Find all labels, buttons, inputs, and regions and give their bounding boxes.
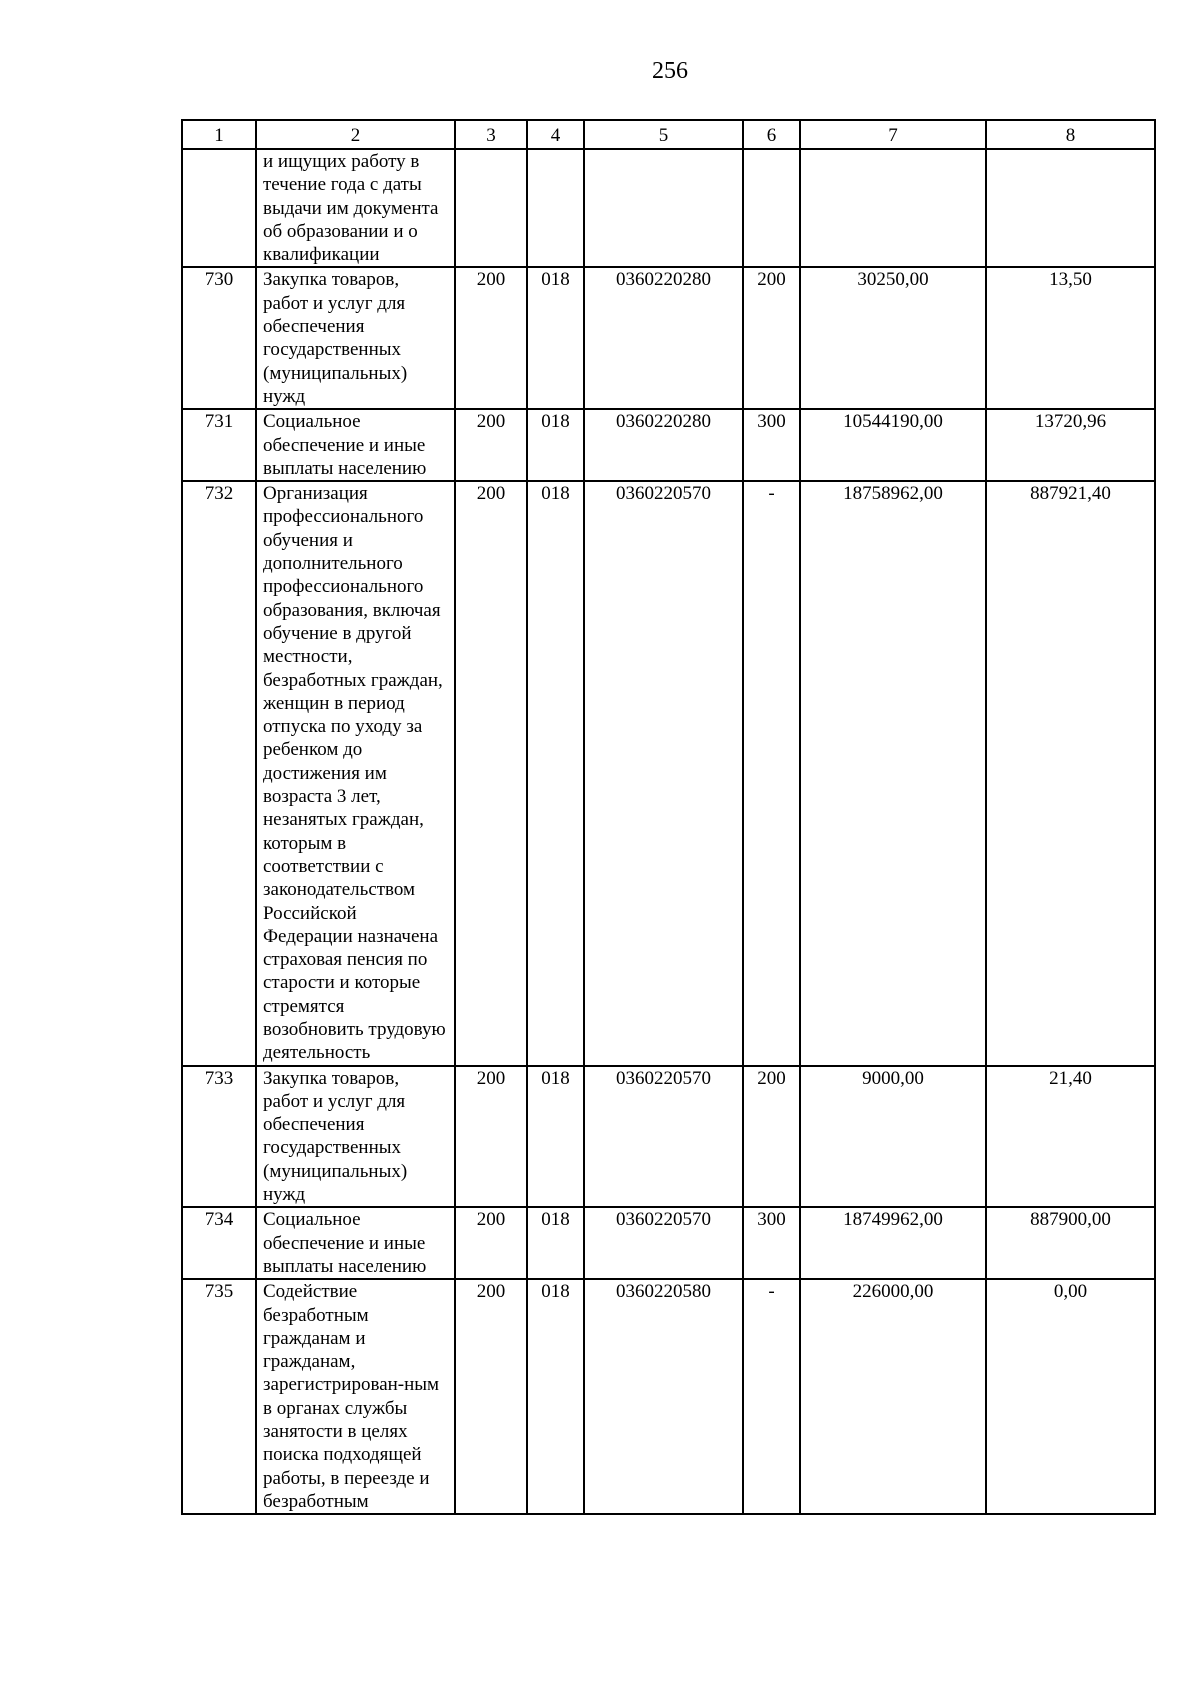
cell-col5 bbox=[584, 149, 743, 267]
header-cell: 4 bbox=[527, 120, 584, 149]
header-row bbox=[182, 120, 1155, 149]
cell-col7: 9000,00 bbox=[800, 1066, 986, 1208]
header-cell: 3 bbox=[455, 120, 527, 149]
cell-col8 bbox=[986, 149, 1155, 267]
cell-col4: 018 bbox=[527, 1207, 584, 1279]
cell-col5: 0360220570 bbox=[584, 481, 743, 1065]
header-cell: 6 bbox=[743, 120, 800, 149]
row-number: 734 bbox=[182, 1207, 256, 1279]
header-cell: 1 bbox=[182, 120, 256, 149]
row-name: Закупка товаров, работ и услуг для обеспечения государственных (муниципальных) нужд bbox=[256, 1066, 455, 1208]
table-row bbox=[182, 267, 1155, 409]
cell-col8: 0,00 bbox=[986, 1279, 1155, 1514]
cell-col3: 200 bbox=[455, 1207, 527, 1279]
row-name: Социальное обеспечение и иные выплаты населению bbox=[256, 1207, 455, 1279]
cell-col7 bbox=[800, 149, 986, 267]
cell-col3 bbox=[455, 149, 527, 267]
table-row bbox=[182, 149, 1155, 267]
table-row bbox=[182, 1066, 1155, 1208]
cell-col4: 018 bbox=[527, 1066, 584, 1208]
cell-col8: 13,50 bbox=[986, 267, 1155, 409]
header-cell: 2 bbox=[256, 120, 455, 149]
budget-table bbox=[181, 119, 1156, 1515]
row-number: 731 bbox=[182, 409, 256, 481]
row-number: 730 bbox=[182, 267, 256, 409]
cell-col6: 200 bbox=[743, 1066, 800, 1208]
row-number bbox=[182, 149, 256, 267]
cell-col6: - bbox=[743, 481, 800, 1065]
row-name: и ищущих работу в течение года с даты выдачи им документа об образовании и о квалификации bbox=[256, 149, 455, 267]
cell-col5: 0360220570 bbox=[584, 1207, 743, 1279]
cell-col6: 300 bbox=[743, 1207, 800, 1279]
cell-col8: 887921,40 bbox=[986, 481, 1155, 1065]
cell-col5: 0360220580 bbox=[584, 1279, 743, 1514]
cell-col4: 018 bbox=[527, 1279, 584, 1514]
cell-col3: 200 bbox=[455, 1066, 527, 1208]
cell-col5: 0360220280 bbox=[584, 267, 743, 409]
cell-col8: 21,40 bbox=[986, 1066, 1155, 1208]
header-cell: 8 bbox=[986, 120, 1155, 149]
cell-col4: 018 bbox=[527, 409, 584, 481]
cell-col6 bbox=[743, 149, 800, 267]
table-row bbox=[182, 481, 1155, 1065]
cell-col6: 200 bbox=[743, 267, 800, 409]
cell-col7: 18749962,00 bbox=[800, 1207, 986, 1279]
row-name: Закупка товаров, работ и услуг для обеспечения государственных (муниципальных) нужд bbox=[256, 267, 455, 409]
cell-col3: 200 bbox=[455, 267, 527, 409]
cell-col8: 887900,00 bbox=[986, 1207, 1155, 1279]
header-cell: 5 bbox=[584, 120, 743, 149]
row-number: 733 bbox=[182, 1066, 256, 1208]
cell-col7: 226000,00 bbox=[800, 1279, 986, 1514]
table-row bbox=[182, 409, 1155, 481]
cell-col5: 0360220570 bbox=[584, 1066, 743, 1208]
table-row bbox=[182, 1207, 1155, 1279]
row-name: Содействие безработным гражданам и гражданам, зарегистрирован-ным в органах службы занятости в целях поиска подходящей работы, в переезде и безработным bbox=[256, 1279, 455, 1514]
row-name: Организация профессионального обучения и дополнительного профессионального образования, включая обучение в другой местности, безработных граждан, женщин в период отпуска по уходу за ребенком до достижения им возраста 3 лет, незанятых граждан, которым в соответствии с законодательством Российской Федерации назначена страховая пенсия по старости и которые стремятся возобновить трудовую деятельность bbox=[256, 481, 455, 1065]
cell-col7: 10544190,00 bbox=[800, 409, 986, 481]
cell-col7: 18758962,00 bbox=[800, 481, 986, 1065]
cell-col7: 30250,00 bbox=[800, 267, 986, 409]
cell-col3: 200 bbox=[455, 409, 527, 481]
cell-col6: - bbox=[743, 1279, 800, 1514]
row-number: 732 bbox=[182, 481, 256, 1065]
cell-col4: 018 bbox=[527, 481, 584, 1065]
page-number: 256 bbox=[652, 58, 688, 84]
cell-col8: 13720,96 bbox=[986, 409, 1155, 481]
cell-col4 bbox=[527, 149, 584, 267]
cell-col4: 018 bbox=[527, 267, 584, 409]
cell-col3: 200 bbox=[455, 481, 527, 1065]
cell-col3: 200 bbox=[455, 1279, 527, 1514]
header-cell: 7 bbox=[800, 120, 986, 149]
row-name: Социальное обеспечение и иные выплаты населению bbox=[256, 409, 455, 481]
cell-col6: 300 bbox=[743, 409, 800, 481]
table-row bbox=[182, 1279, 1155, 1514]
row-number: 735 bbox=[182, 1279, 256, 1514]
cell-col5: 0360220280 bbox=[584, 409, 743, 481]
